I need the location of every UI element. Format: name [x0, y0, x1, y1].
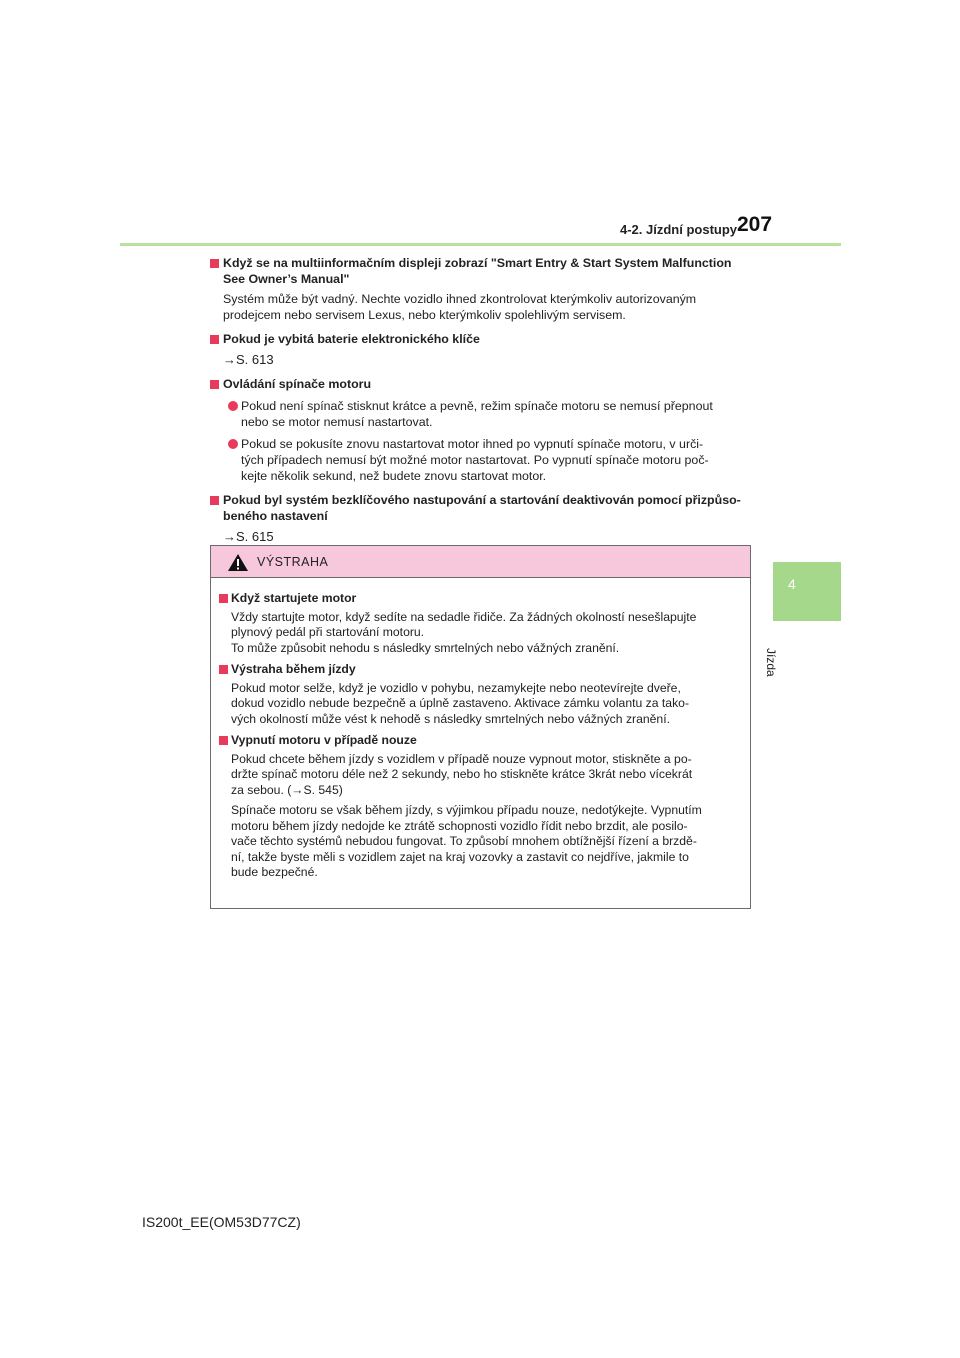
- square-bullet-icon: [210, 259, 219, 268]
- section-heading: Když se na multiinformačním displeji zobrazí "Smart Entry & Start System Malfunction See Owner’s Manual": [210, 255, 750, 287]
- square-bullet-icon: [210, 335, 219, 344]
- warning-title: VÝSTRAHA: [257, 555, 329, 569]
- paragraph: Pokud motor selže, když je vozidlo v pohybu, nezamykejte nebo neotevírejte dveře, dokud vozidlo nebude bezpečně a úplně zastaveno. Aktivace zámku volantu za tako- vých okolností může vést k nehodě s následky smrtelných nebo vážných zranění.: [231, 680, 690, 726]
- section-title: 4-2. Jízdní postupy: [620, 222, 738, 237]
- chapter-label: Jízda: [764, 648, 778, 677]
- warning-heading: Vypnutí motoru v případě nouze: [219, 733, 742, 749]
- paragraph: Vždy startujte motor, když sedíte na sedadle řidiče. Za žádných okolností nesešlapujte plynový pedál při startování motoru. To může způsobit nehodu s následky smrtelných nebo vážných zranění.: [231, 609, 697, 655]
- warning-heading: Když startujete motor: [219, 591, 742, 607]
- warning-body: [211, 578, 750, 881]
- square-bullet-icon: [219, 665, 228, 674]
- header-rule: [120, 243, 841, 246]
- paragraph: Pokud chcete během jízdy s vozidlem v případě nouze vypnout motor, stiskněte a po- držte spínač motoru déle než 2 sekundy, nebo ho stiskněte krátce 3krát nebo vícekrát za sebou. (→S. 545): [231, 751, 693, 797]
- page-reference: →S. 613: [223, 352, 274, 367]
- square-bullet-icon: [210, 380, 219, 389]
- square-bullet-icon: [219, 594, 228, 603]
- square-bullet-icon: [210, 496, 219, 505]
- section-heading: Pokud je vybitá baterie elektronického klíče: [210, 331, 750, 347]
- page-reference: →S. 615: [223, 529, 274, 544]
- chapter-tab: [773, 562, 841, 621]
- circle-bullet-icon: [228, 439, 238, 449]
- main-content: [210, 255, 750, 545]
- warning-triangle-icon: [227, 553, 249, 577]
- list-item: Pokud není spínač stisknut krátce a pevně, režim spínače motoru se nemusí přepnout nebo se motor nemusí nastartovat.: [228, 398, 750, 430]
- warning-header: [211, 546, 750, 578]
- warning-box: [210, 545, 751, 909]
- paragraph: Systém může být vadný. Nechte vozidlo ihned zkontrolovat kterýmkoliv autorizovaným prodejcem nebo servisem Lexus, nebo kterýmkoliv spolehlivým servisem.: [223, 292, 697, 322]
- list-item: Pokud se pokusíte znovu nastartovat motor ihned po vypnutí spínače motoru, v urči- tých případech nemusí být možné motor nastartovat. Po vypnutí spínače motoru poč- kejte několik sekund, než budete znovu startovat motor.: [228, 436, 750, 484]
- warning-heading: Výstraha během jízdy: [219, 662, 742, 678]
- square-bullet-icon: [219, 736, 228, 745]
- circle-bullet-icon: [228, 401, 238, 411]
- section-heading: Pokud byl systém bezklíčového nastupování a startování deaktivován pomocí přizpůso- beného nastavení: [210, 492, 750, 524]
- section-heading: Ovládání spínače motoru: [210, 376, 750, 392]
- chapter-number: 4: [788, 576, 796, 592]
- page-number: 207: [737, 213, 773, 236]
- document-code: IS200t_EE(OM53D77CZ): [142, 1214, 301, 1230]
- paragraph: Spínače motoru se však během jízdy, s výjimkou případu nouze, nedotýkejte. Vypnutím motoru během jízdy nedojde ke ztrátě schopnosti vozidlo řídit nebo brzdit, ale posilo- vače těchto systémů nebudou fungovat. To způsobí mnohem obtížnější řízení a brzdě- ní, takže byste měli s vozidlem zajet na kraj vozovky a zastavit co nejdříve, jakmile to bude bezpečné.: [231, 803, 702, 879]
